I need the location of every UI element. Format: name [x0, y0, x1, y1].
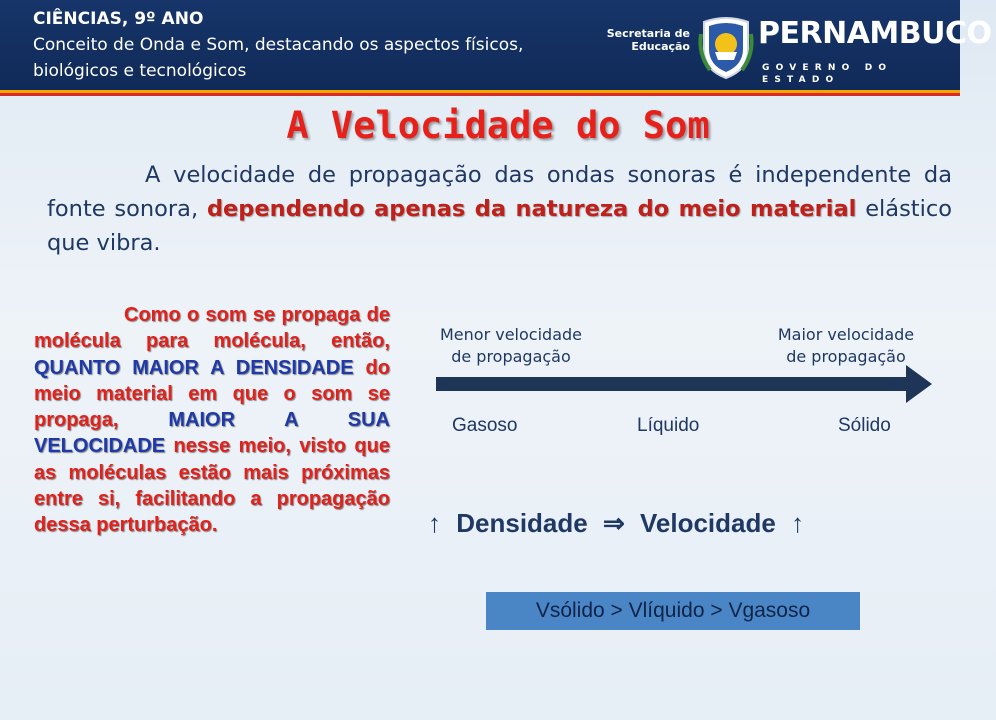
up-arrow-icon: ↑	[791, 508, 805, 538]
density-label: Densidade	[456, 508, 588, 538]
intro-paragraph	[47, 158, 952, 260]
low-speed-label	[421, 324, 601, 368]
velocity-label: Velocidade	[640, 508, 776, 538]
implies-arrow-icon: ⇒	[602, 508, 625, 538]
speed-arrow-icon	[436, 363, 932, 407]
up-arrow-icon: ↑	[428, 508, 441, 538]
explanation-emphasis-1: QUANTO MAIOR A DENSIDADE	[34, 356, 354, 379]
header-stripe-red	[0, 93, 960, 96]
intro-highlight: dependendo apenas da natureza do meio material	[206, 196, 857, 222]
explanation-text-1: Como o som se propaga de molécula para molécula, então,	[34, 304, 390, 353]
state-crest-icon	[698, 14, 754, 80]
low-speed-line-2: de propagação	[451, 347, 571, 366]
state-liquid: Líquido	[637, 415, 700, 436]
secretaria-line-2: Educação	[631, 40, 690, 53]
high-speed-label	[754, 324, 938, 368]
explanation-text-3: nesse meio, visto que as moléculas estão mais próximas entre si, facilitando a propagação dessa perturbação.	[34, 435, 390, 537]
high-speed-line-1: Maior velocidade	[777, 325, 915, 344]
low-speed-line-1: Menor velocidade	[440, 325, 582, 344]
density-velocity-relation	[428, 508, 888, 539]
velocity-order-box: Vsólido > Vlíquido > Vgasoso	[486, 592, 860, 630]
course-label: CIÊNCIAS, 9º ANO	[33, 9, 204, 29]
topic-label: Conceito de Onda e Som, destacando os aspectos físicos, biológicos e tecnológicos	[33, 35, 524, 81]
state-name: PERNAMBUCO	[758, 16, 992, 51]
explanation-text-2: do meio material em que o som se propaga,	[34, 356, 390, 432]
state-solid: Sólido	[838, 415, 891, 436]
secretaria-label	[604, 27, 690, 53]
density-explanation	[34, 302, 390, 539]
explanation-emphasis-2: MAIOR A SUA VELOCIDADE	[34, 409, 390, 458]
state-gas: Gasoso	[452, 415, 518, 436]
high-speed-line-2: de propagação	[786, 347, 906, 366]
header-text	[33, 6, 593, 84]
intro-text-1: A velocidade de propagação das ondas sonoras é independente da fonte sonora,	[47, 162, 952, 222]
intro-text-2: elástico que vibra.	[47, 196, 953, 256]
secretaria-line-1: Secretaria de	[606, 27, 690, 40]
state-subtitle: GOVERNO DO ESTADO	[762, 63, 893, 85]
slide-title: A Velocidade do Som	[286, 104, 710, 147]
